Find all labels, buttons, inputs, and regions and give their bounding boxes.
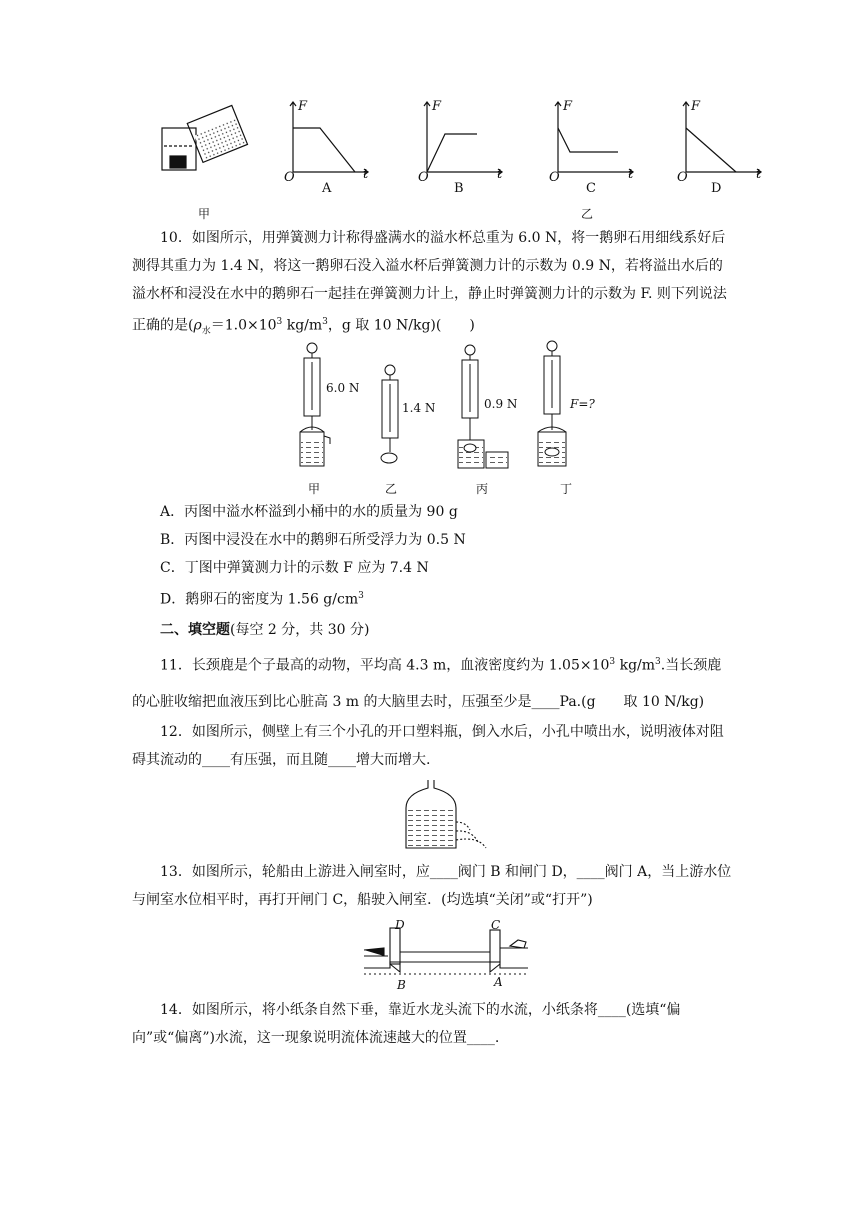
- graph-a-xlabel: t: [363, 167, 369, 182]
- q11-line2: 的心脏收缩把血液压到比心脏高 3 m 的大脑里去时，压强至少是____Pa.(g 取 10 N/kg): [132, 694, 705, 710]
- section-2-note: (每空 2 分，共 30 分): [230, 622, 370, 638]
- q10-options: [160, 498, 760, 614]
- graph-a-ylabel: F: [298, 99, 308, 114]
- caption-jia: 甲: [198, 207, 211, 221]
- lock-label-d: D: [395, 918, 405, 932]
- q11-unit: kg/m: [615, 657, 656, 674]
- graph-d-origin: O: [677, 170, 688, 185]
- reading-ding: F=?: [570, 397, 595, 411]
- section-2-header: [160, 616, 760, 644]
- q11-line1: 11．长颈鹿是个子最高的动物，平均高 4.3 m，血液密度约为 1.05×10: [160, 657, 610, 674]
- option-b: B．丙图中浸没在水中的鹅卵石所受浮力为 0.5 N: [160, 532, 466, 548]
- spring-scale-figure: [290, 340, 590, 480]
- graph-b-xlabel: t: [497, 167, 503, 182]
- caption-yi: 乙: [581, 207, 594, 221]
- graph-d-ylabel: F: [691, 99, 701, 114]
- caption-fig-bing: 丙: [476, 482, 489, 496]
- rho-unit-exp: 3: [322, 317, 328, 327]
- option-d-exp: 3: [358, 591, 364, 601]
- q11-exp2: 3: [655, 657, 661, 667]
- reading-bing: 0.9 N: [484, 397, 518, 411]
- q11-exp: 3: [609, 657, 616, 667]
- q14-text: 14．如图所示，将小纸条自然下垂，靠近水龙头流下的水流，小纸条将____(选填“偏向”或“偏离”)水流，这一现象说明流体流速越大的位置____.: [132, 1002, 681, 1046]
- question-10: [132, 224, 732, 345]
- ship-lock-figure: [360, 918, 530, 990]
- graph-b-origin: O: [418, 170, 429, 185]
- caption-fig-yi: 乙: [385, 482, 398, 496]
- graph-a-label: A: [322, 181, 332, 196]
- option-d: D．鹅卵石的密度为 1.56 g/cm: [160, 591, 359, 608]
- graph-c-ylabel: F: [563, 99, 573, 114]
- graph-b-ylabel: F: [432, 99, 442, 114]
- lock-label-c: C: [491, 918, 501, 932]
- reading-jia: 6.0 N: [326, 381, 360, 395]
- graph-d-xlabel: t: [756, 167, 762, 182]
- caption-fig-jia: 甲: [308, 482, 321, 496]
- question-12: [132, 718, 732, 774]
- reading-yi: 1.4 N: [402, 401, 436, 415]
- caption-fig-ding: 丁: [560, 482, 573, 496]
- option-c: C．丁图中弹簧测力计的示数 F 应为 7.4 N: [160, 560, 429, 576]
- graph-b-label: B: [454, 181, 464, 196]
- q13-text: 13．如图所示，轮船由上游进入闸室时，应____阀门 B 和闸门 D，____阀门 A，当上游水位与闸室水位相平时，再打开闸门 C，船驶入闸室．(均选填“关闭”或“打开”): [132, 864, 732, 908]
- question-11: [132, 648, 732, 680]
- question-11-line2: [132, 688, 732, 716]
- beaker-diagram: [162, 105, 248, 170]
- rho-symbol: ρ: [193, 317, 202, 334]
- q10-stem: 10．如图所示，用弹簧测力计称得盛满水的溢水杯总重为 6.0 N，将一鹅卵石用细线系好后测得其重力为 1.4 N，将这一鹅卵石没入溢水杯后弹簧测力计的示数为 0.9 N，若将溢出水后的溢水杯和浸没在水中的鹅卵石一起挂在弹簧测力计上，静止时弹簧测力计的示数为 F. 则下列说法正确的是(: [132, 230, 727, 334]
- q11-tail: .当长颈鹿: [660, 657, 722, 674]
- graph-c-xlabel: t: [628, 167, 634, 182]
- rho-value: ＝1.0×10: [210, 317, 277, 334]
- rho-unit: kg/m: [282, 317, 323, 334]
- section-2-title: 二、填空题: [160, 622, 230, 638]
- rho-exp: 3: [276, 317, 283, 327]
- lock-label-b: B: [397, 978, 406, 992]
- graph-c-label: C: [586, 181, 596, 196]
- g-part: ，g 取 10 N/kg)( ): [327, 317, 475, 334]
- graph-d-label: D: [711, 181, 722, 196]
- graph-a-origin: O: [284, 170, 295, 185]
- option-d-row: [160, 582, 760, 614]
- question-13: [132, 858, 732, 914]
- option-a: A．丙图中溢水杯溢到小桶中的水的质量为 90 g: [160, 504, 458, 520]
- bottle-jets-figure: [400, 778, 500, 850]
- rho-subscript: 水: [201, 326, 211, 337]
- lock-label-a: A: [494, 975, 503, 989]
- q12-text: 12．如图所示，侧壁上有三个小孔的开口塑料瓶，倒入水后，小孔中喷出水，说明液体对阻碍其流动的____有压强，而且随____增大而增大.: [132, 724, 724, 768]
- graph-c-origin: O: [549, 170, 560, 185]
- question-14: [132, 996, 732, 1052]
